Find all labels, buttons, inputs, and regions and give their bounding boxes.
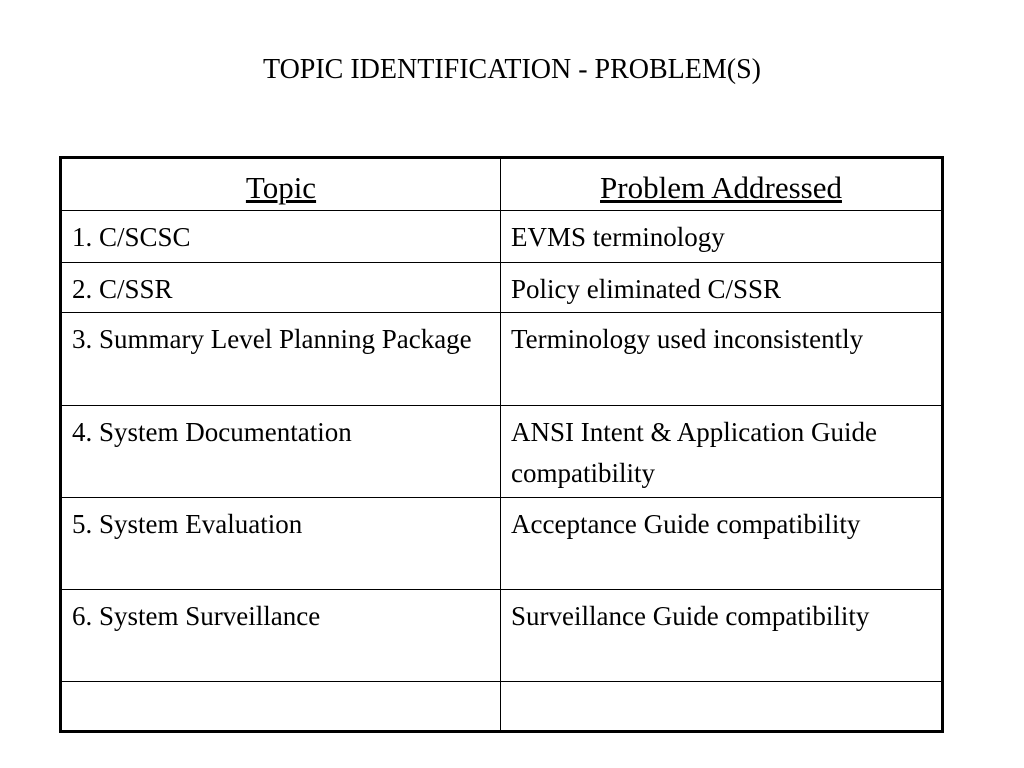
problem-cell: Terminology used inconsistently <box>501 313 943 406</box>
table-header-row <box>61 158 943 211</box>
topic-cell: 6. System Surveillance <box>61 590 501 682</box>
table-row <box>61 263 943 313</box>
table-row <box>61 313 943 406</box>
problem-cell: Acceptance Guide compatibility <box>501 498 943 590</box>
table-row <box>61 590 943 682</box>
problem-cell <box>501 682 943 732</box>
problem-cell: EVMS terminology <box>501 211 943 263</box>
topic-cell: 1. C/SCSC <box>61 211 501 263</box>
slide-title: TOPIC IDENTIFICATION - PROBLEM(S) <box>262 54 762 85</box>
topic-cell: 3. Summary Level Planning Package <box>61 313 501 406</box>
header-problem-addressed: Problem Addressed <box>501 158 943 211</box>
table-row <box>61 406 943 498</box>
topic-cell: 5. System Evaluation <box>61 498 501 590</box>
topic-cell: 4. System Documentation <box>61 406 501 498</box>
table-row <box>61 211 943 263</box>
table-row <box>61 498 943 590</box>
problem-cell: Policy eliminated C/SSR <box>501 263 943 313</box>
problem-cell: Surveillance Guide compatibility <box>501 590 943 682</box>
header-topic: Topic <box>61 158 501 211</box>
problem-cell: ANSI Intent & Application Guide compatibility <box>501 406 943 498</box>
topic-problem-table <box>59 156 944 733</box>
topic-cell <box>61 682 501 732</box>
topic-cell: 2. C/SSR <box>61 263 501 313</box>
table-row-empty <box>61 682 943 732</box>
